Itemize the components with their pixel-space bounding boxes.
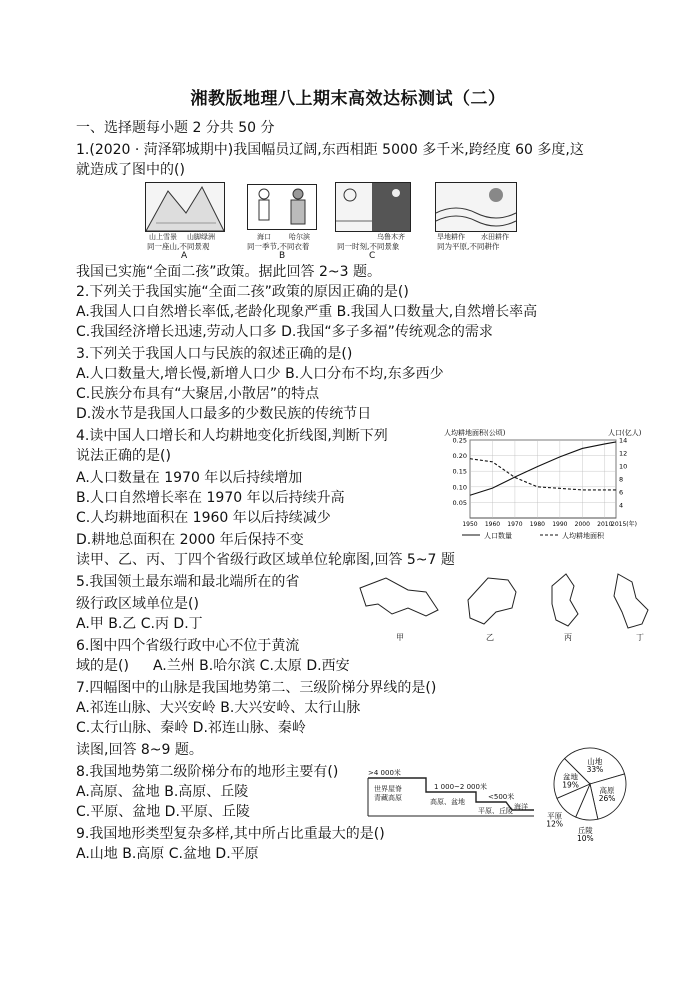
pie-label: 丘陵: [577, 825, 593, 835]
pie-percent: 26%: [598, 794, 616, 804]
q4-stem-line2: 说法正确的是(): [76, 448, 171, 464]
q8-stem: 8.我国地势第二级阶梯分布的地形主要有(): [76, 764, 339, 780]
q7-options-1: A.祁连山脉、大兴安岭 B.大兴安岭、太行山脉: [76, 700, 361, 716]
q1b-caption: 同一季节,不同衣着: [247, 242, 310, 251]
x-tick-label: 1970: [507, 521, 523, 528]
q4-option-c: C.人均耕地面积在 1960 年以后持续减少: [76, 510, 331, 526]
q1c-caption: 同一时刻,不同景象: [337, 242, 400, 251]
series-line-2: [470, 459, 616, 490]
x-tick-label: 2010: [597, 521, 613, 528]
legend-farmland: 人均耕地面积: [562, 532, 604, 540]
q5-stem-line1: 5.我国领土最东端和最北端所在的省: [76, 574, 300, 590]
q1a-label-2: 山脚绿洲: [187, 233, 215, 241]
q9-options: A.山地 B.高原 C.盆地 D.平原: [76, 846, 259, 862]
height-label-step3: <500米: [488, 793, 515, 801]
province-outline-jia: [360, 578, 438, 616]
left-tick-label: 0.20: [452, 452, 467, 461]
left-tick-label: 0.10: [452, 483, 467, 492]
q1-figure: [145, 182, 525, 260]
right-tick-label: 12: [619, 449, 628, 458]
terrain-steps-diagram: [366, 770, 536, 818]
q1a-label-1: 山上雪景: [149, 233, 177, 241]
province-label-jia: 甲: [396, 633, 404, 642]
q1c-label-2: 乌鲁木齐: [377, 233, 405, 241]
q4-option-a: A.人口数量在 1970 年以后持续增加: [76, 470, 303, 486]
x-tick-label: 2000: [574, 521, 590, 528]
q1a-caption: 同一座山,不同景观: [147, 242, 210, 251]
pie-percent: 10%: [576, 833, 594, 843]
q5-options: A.甲 B.乙 C.丙 D.丁: [76, 616, 203, 632]
right-tick-label: 14: [619, 436, 628, 445]
mountain-icon: [146, 183, 224, 231]
pie-percent: 12%: [546, 819, 563, 829]
intro-2-3: 我国已实施“全面二孩”政策。据此回答 2~3 题。: [76, 264, 381, 280]
q6-stem-text: 域的是(): [76, 658, 129, 674]
terrain-types-pie-chart: [540, 738, 660, 843]
q1b-label-1: 海口: [257, 233, 271, 241]
chart-frame: [470, 440, 616, 518]
q1d-label-1: 旱地耕作: [437, 233, 465, 241]
right-axis-label: 人口(亿人): [608, 429, 642, 437]
pie-label: 山地: [587, 756, 603, 766]
q1-stem-line1: 1.(2020 · 菏泽郓城期中)我国幅员辽阔,东西相距 5000 多千米,跨经度 60 多度,这: [76, 142, 584, 158]
pie-label: 平原: [547, 811, 563, 821]
series-line-1: [470, 442, 616, 495]
step2-text: 高原、盆地: [430, 798, 465, 806]
height-label-step1: >4 000米: [368, 769, 401, 777]
mountain-scene-image: [145, 182, 225, 232]
q6-options: A.兰州 B.哈尔滨 C.太原 D.西安: [152, 658, 350, 674]
province-outlines-figure: [356, 570, 686, 642]
right-tick-label: 4: [619, 501, 624, 510]
left-tick-label: 0.15: [452, 467, 467, 476]
q4-option-d: D.耕地总面积在 2000 年后保持不变: [76, 532, 304, 548]
population-farmland-chart: [440, 426, 642, 544]
farming-image: [435, 182, 517, 232]
q4-option-b: B.人口自然增长率在 1970 年以后持续升高: [76, 490, 345, 506]
q8-options-1: A.高原、盆地 B.高原、丘陵: [76, 784, 249, 800]
left-tick-label: 0.25: [452, 436, 467, 445]
step3-text: 平原、丘陵: [478, 807, 513, 815]
q6-stem-line1: 6.图中四个省级行政中心不位于黄流: [76, 638, 300, 654]
people-icon: [248, 185, 316, 229]
intro-5-7: 读甲、乙、丙、丁四个省级行政区域单位轮廓图,回答 5~7 题: [76, 552, 455, 568]
step1-text-2: 青藏高原: [374, 794, 402, 802]
q3-options-3: D.泼水节是我国人口最多的少数民族的传统节日: [76, 406, 372, 422]
q6-stem-line2: [76, 656, 350, 676]
q7-options-2: C.太行山脉、秦岭 D.祁连山脉、秦岭: [76, 720, 306, 736]
x-tick-label: 2015(年): [611, 521, 637, 528]
q2-stem: 2.下列关于我国实施“全面二孩”政策的原因正确的是(): [76, 284, 409, 300]
height-label-step2: 1 000~2 000米: [434, 783, 487, 791]
q1d-label-2: 水田耕作: [481, 233, 509, 241]
sea-text: 海洋: [514, 803, 528, 811]
pie-percent: 19%: [562, 780, 579, 790]
pie-label: 盆地: [563, 772, 579, 782]
q1c-letter: C: [369, 251, 376, 261]
x-tick-label: 1950: [462, 521, 478, 528]
legend-population: 人口数量: [484, 532, 512, 540]
x-tick-label: 1990: [552, 521, 568, 528]
q7-stem: 7.四幅图中的山脉是我国地势第二、三级阶梯分界线的是(): [76, 680, 437, 696]
q3-options-2: C.民族分布具有“大聚居,小散居”的特点: [76, 386, 320, 402]
clothing-image: [247, 184, 317, 230]
q2-options-2: C.我国经济增长迅速,劳动人口多 D.我国“多子多福”传统观念的需求: [76, 324, 493, 340]
x-tick-label: 1960: [484, 521, 501, 528]
q8-options-2: C.平原、盆地 D.平原、丘陵: [76, 804, 250, 820]
page-title: 湘教版地理八上期末高效达标测试（二）: [190, 89, 506, 109]
q1a-letter: A: [181, 251, 188, 261]
province-label-bing: 丙: [564, 633, 572, 642]
q2-options-1: A.我国人口自然增长率低,老龄化现象严重 B.我国人口数量大,自然增长率高: [76, 304, 538, 320]
time-scene-image: [335, 182, 411, 232]
province-label-yi: 乙: [486, 633, 494, 642]
province-outline-bing: [552, 574, 578, 626]
x-tick-label: 1980: [529, 521, 546, 528]
q3-stem: 3.下列关于我国人口与民族的叙述正确的是(): [76, 346, 353, 362]
province-outline-ding: [614, 574, 648, 628]
sun-scene-icon: [336, 183, 410, 231]
province-outline-yi: [468, 578, 516, 624]
pie-percent: 33%: [586, 764, 604, 774]
province-label-ding: 丁: [636, 633, 644, 642]
q4-stem-line1: 4.读中国人口增长和人均耕地变化折线图,判断下列: [76, 428, 388, 444]
left-tick-label: 0.05: [452, 498, 467, 507]
right-tick-label: 6: [619, 488, 624, 497]
q1b-label-2: 哈尔滨: [289, 233, 310, 241]
q5-stem-line2: 级行政区域单位是(): [76, 596, 199, 612]
left-axis-label: 人均耕地面积(公顷): [444, 429, 506, 437]
section-heading: 一、选择题每小题 2 分共 50 分: [76, 120, 275, 136]
q1-stem-line2: 就造成了图中的(): [76, 162, 185, 178]
intro-8-9: 读图,回答 8~9 题。: [76, 742, 203, 758]
farm-field-icon: [436, 183, 516, 231]
step1-text: 世界屋脊: [374, 785, 402, 793]
right-tick-label: 8: [619, 475, 624, 484]
right-tick-label: 10: [619, 462, 628, 471]
q1d-caption: 同为平原,不同耕作: [437, 242, 500, 251]
q9-stem: 9.我国地形类型复杂多样,其中所占比重最大的是(): [76, 826, 385, 842]
q1b-letter: B: [279, 251, 286, 261]
q3-options-1: A.人口数量大,增长慢,新增人口少 B.人口分布不均,东多西少: [76, 366, 444, 382]
pie-label: 高原: [599, 786, 615, 796]
